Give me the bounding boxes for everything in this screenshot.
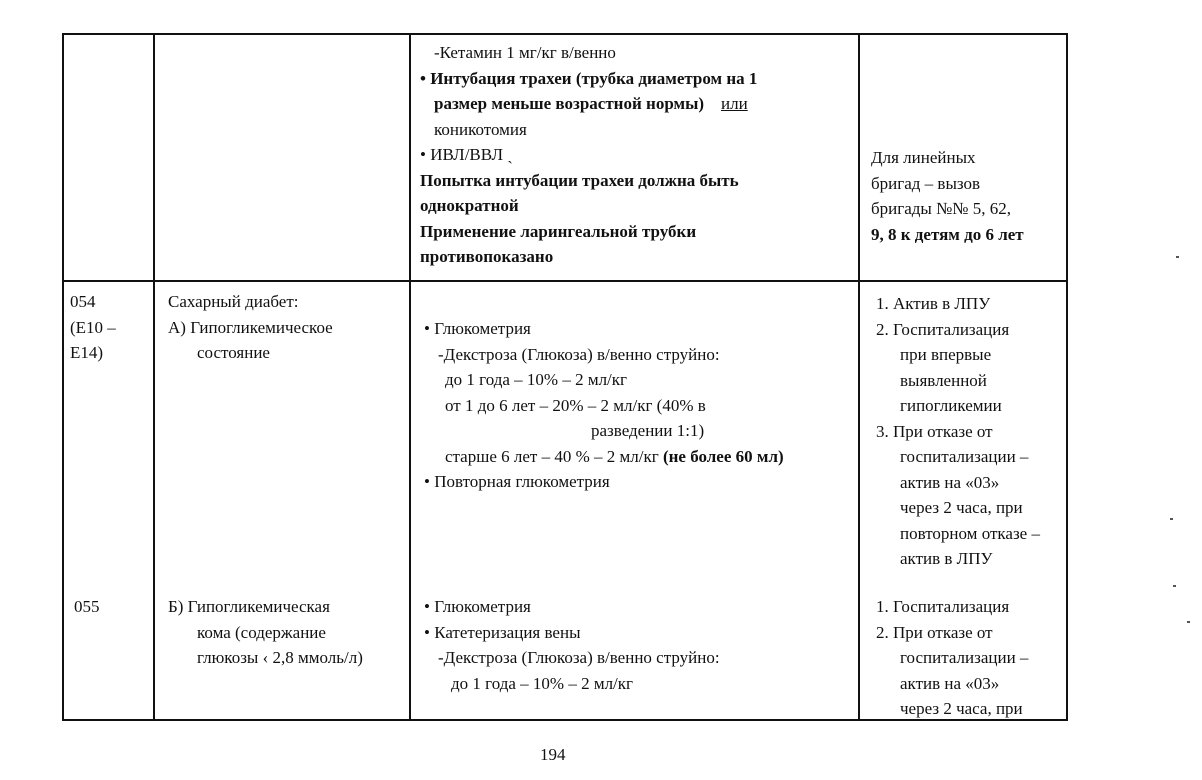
item-text: Госпитализация	[893, 319, 1010, 339]
item-number: 2.	[876, 622, 889, 642]
row1-notes-cell	[871, 145, 1066, 247]
text-line: госпитализации –	[900, 648, 1029, 667]
text-line: • Катетеризация вены	[424, 622, 581, 642]
text-line: Б) Гипогликемическая	[168, 597, 330, 616]
text-line: повторном отказе –	[900, 523, 1040, 543]
text-line: через 2 часа, при	[900, 498, 1023, 517]
text-fragment: размер меньше возрастной нормы)	[434, 94, 705, 113]
table-col-divider-1	[153, 33, 155, 721]
text-fragment-bold: (не более 60 мл)	[662, 446, 784, 466]
text-line: госпитализации –	[900, 447, 1029, 466]
item-text: При отказе от	[893, 622, 993, 642]
text-line: -Декстроза (Глюкоза) в/венно струйно:	[438, 648, 720, 667]
row3-notes-cell	[876, 594, 1066, 722]
text-line: 9, 8 к детям до 6 лет	[871, 224, 1024, 244]
text-line: Сахарный диабет:	[168, 292, 299, 311]
table-right-border	[1066, 33, 1068, 721]
row2-treatment-cell	[424, 316, 856, 495]
text-line: гипогликемии	[900, 396, 1002, 415]
text-line: выявленной	[900, 370, 987, 390]
row2-notes-cell	[876, 291, 1066, 572]
row2-diagnosis-cell	[168, 289, 408, 366]
row3-code-cell	[74, 594, 152, 620]
text-line: до 1 года – 10% – 2 мл/кг	[451, 673, 634, 693]
table-left-border	[62, 33, 64, 721]
text-line: • Глюкометрия	[424, 319, 531, 338]
text-line	[420, 91, 856, 117]
row2-code-cell	[70, 289, 152, 366]
item-number: 1.	[876, 597, 889, 616]
text-line: 055	[74, 597, 100, 616]
text-line: Для линейных	[871, 148, 976, 167]
scan-speck	[1176, 256, 1179, 258]
text-line: разведении 1:1)	[591, 421, 705, 440]
list-item	[876, 594, 1066, 620]
text-line: через 2 часа, при	[900, 699, 1023, 718]
text-line: • Глюкометрия	[424, 597, 531, 616]
text-line: однократной	[420, 196, 519, 215]
scan-speck	[1173, 585, 1176, 587]
text-line: коникотомия	[434, 119, 527, 139]
text-line: А) Гипогликемическое	[168, 317, 333, 337]
list-item	[876, 620, 1066, 646]
table-col-divider-2	[409, 33, 411, 721]
text-line: состояние	[197, 343, 270, 362]
row1-treatment-cell	[420, 40, 856, 270]
item-number: 1.	[876, 294, 889, 313]
list-item	[876, 317, 1066, 343]
text-line: актив на «03»	[900, 673, 1000, 693]
text-line: до 1 года – 10% – 2 мл/кг	[445, 370, 628, 389]
text-line: E14)	[70, 343, 104, 362]
list-item	[876, 291, 1066, 317]
item-text: При отказе от	[893, 421, 993, 441]
underlined-word-or: или	[721, 94, 748, 113]
text-line: противопоказано	[420, 247, 554, 266]
text-line: кома (содержание	[197, 622, 326, 642]
text-line: актив на «03»	[900, 472, 1000, 492]
text-line: актив в ЛПУ	[900, 549, 993, 568]
text-line: глюкозы ‹ 2,8 ммоль/л)	[197, 648, 363, 667]
item-text: Госпитализация	[893, 597, 1010, 616]
item-number: 3.	[876, 421, 889, 441]
text-line: Попытка интубации трахеи должна быть	[420, 170, 739, 190]
text-line: 054	[70, 292, 96, 311]
row3-diagnosis-cell	[168, 594, 408, 671]
scan-speck	[1170, 518, 1173, 520]
text-line: -Кетамин 1 мг/кг в/венно	[434, 43, 616, 62]
text-line: Применение ларингеальной трубки	[420, 221, 697, 241]
text-line: • ИВЛ/ВВЛ ˎ	[420, 145, 513, 164]
table-top-border	[62, 33, 1068, 35]
item-number: 2.	[876, 319, 889, 339]
row3-treatment-cell	[424, 594, 856, 696]
text-line: от 1 до 6 лет – 20% – 2 мл/кг (40% в	[445, 395, 706, 415]
page-number: 194	[540, 745, 566, 764]
text-line: бригады №№ 5, 62,	[871, 199, 1012, 218]
text-line: • Интубация трахеи (трубка диаметром на 1	[420, 68, 758, 88]
text-line: (E10 –	[70, 317, 116, 337]
scan-speck	[1187, 621, 1190, 623]
text-line: при впервые	[900, 345, 992, 364]
text-line: бригад – вызов	[871, 173, 981, 193]
table-col-divider-3	[858, 33, 860, 721]
text-line: • Повторная глюкометрия	[424, 472, 610, 491]
text-fragment: старше 6 лет – 40 % – 2 мл/кг	[445, 446, 659, 466]
text-line	[424, 444, 856, 470]
table-row-divider	[62, 280, 1068, 282]
item-text: Актив в ЛПУ	[893, 294, 991, 313]
text-line: -Декстроза (Глюкоза) в/венно струйно:	[438, 344, 720, 364]
list-item	[876, 419, 1066, 445]
